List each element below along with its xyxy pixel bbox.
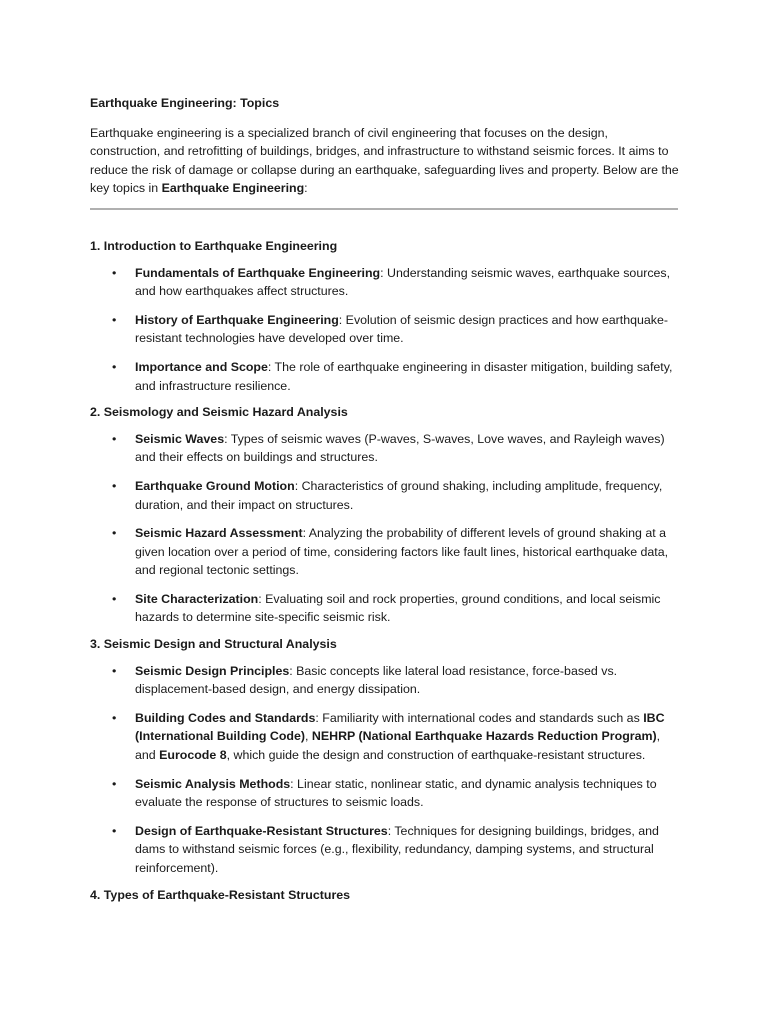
list-item bbox=[90, 775, 680, 812]
list-item-tail: , which guide the design and construction of earthquake-resistant structures. bbox=[226, 748, 646, 763]
document-page bbox=[90, 94, 680, 904]
list-item-desc: : Characteristics of ground shaking, including amplitude, frequency, duration, and their impact on structures. bbox=[135, 478, 663, 512]
list-item-desc: : Analyzing the probability of different levels of ground shaking at a given location over a period of time, considering factors like fault lines, historical earthquake data, and regional tectonic settings. bbox=[135, 526, 669, 578]
bullet-icon: • bbox=[112, 591, 117, 606]
list-item-term: Seismic Design Principles bbox=[135, 663, 290, 678]
list-item-term: Seismic Waves bbox=[135, 431, 225, 446]
intro-text: Earthquake engineering is a specialized branch of civil engineering that focuses on the design, construction, and retrofitting of buildings, bridges, and infrastructure to withstand seismic forces. It aims to reduce the risk of damage or collapse during an earthquake, safeguarding lives and property. Below are the key topics in bbox=[90, 125, 679, 196]
list-item bbox=[90, 709, 680, 765]
list-item-desc: : Types of seismic waves (P-waves, S-waves, Love waves, and Rayleigh waves) and their effects on buildings and structures. bbox=[135, 431, 665, 465]
bullet-icon: • bbox=[112, 526, 117, 541]
list-item bbox=[90, 662, 680, 699]
document-title: Earthquake Engineering: Topics bbox=[90, 96, 280, 110]
list-item-term: Design of Earthquake-Resistant Structures bbox=[135, 823, 388, 838]
section-heading-seismic-design: 3. Seismic Design and Structural Analysis bbox=[90, 637, 337, 652]
code-ibc: IBC (International Building Code) bbox=[135, 710, 665, 744]
bullet-icon: • bbox=[112, 265, 117, 280]
bullet-icon: • bbox=[112, 776, 117, 791]
bullet-icon: • bbox=[112, 431, 117, 446]
intro-paragraph bbox=[90, 124, 680, 198]
list-item bbox=[90, 430, 680, 467]
list-item-desc: : The role of earthquake engineering in disaster mitigation, building safety, and infrastructure resilience. bbox=[135, 359, 673, 393]
list-item bbox=[90, 311, 680, 348]
list-item-term: Fundamentals of Earthquake Engineering bbox=[135, 265, 381, 280]
separator-text: , and bbox=[135, 729, 661, 763]
separator-text: , bbox=[305, 729, 312, 744]
bullet-icon: • bbox=[112, 478, 117, 493]
bullet-icon: • bbox=[112, 359, 117, 374]
list-item-desc: : Understanding seismic waves, earthquake sources, and how earthquakes affect structures. bbox=[135, 265, 671, 299]
list-item-term: Seismic Analysis Methods bbox=[135, 776, 291, 791]
list-item-term: Importance and Scope bbox=[135, 359, 268, 374]
bullet-icon: • bbox=[112, 710, 117, 725]
intro-bold-term: Earthquake Engineering bbox=[161, 181, 305, 196]
list-item-term: Seismic Hazard Assessment bbox=[135, 526, 303, 541]
list-item bbox=[90, 264, 680, 301]
list-item bbox=[90, 358, 680, 395]
bullet-icon: • bbox=[112, 823, 117, 838]
list-item-desc: : Familiarity with international codes and standards such as bbox=[315, 710, 644, 725]
list-item-term: Site Characterization bbox=[135, 591, 259, 606]
list-item-term: Building Codes and Standards bbox=[135, 710, 316, 725]
list-item bbox=[90, 822, 680, 878]
horizontal-divider bbox=[90, 208, 678, 210]
bullet-icon: • bbox=[112, 312, 117, 327]
section-heading-structure-types: 4. Types of Earthquake-Resistant Structures bbox=[90, 887, 351, 902]
list-item-desc: : Techniques for designing buildings, bridges, and dams to withstand seismic forces (e.g., flexibility, redundancy, damping systems, and structural reinforcement). bbox=[135, 823, 659, 875]
list-item-desc: : Linear static, nonlinear static, and dynamic analysis techniques to evaluate the response of structures to seismic loads. bbox=[135, 776, 657, 810]
list-item bbox=[90, 477, 680, 514]
list-item-term: History of Earthquake Engineering bbox=[135, 312, 339, 327]
intro-text-end: : bbox=[304, 181, 308, 196]
list-item-desc: : Evaluating soil and rock properties, ground conditions, and local seismic hazards to determine site-specific seismic risk. bbox=[135, 591, 661, 625]
list-item-desc: : Basic concepts like lateral load resistance, force-based vs. displacement-based design, and energy dissipation. bbox=[135, 663, 618, 697]
bullet-icon: • bbox=[112, 663, 117, 678]
section-list-introduction bbox=[90, 264, 680, 396]
list-item bbox=[90, 590, 680, 627]
list-item bbox=[90, 524, 680, 580]
code-nehrp: NEHRP (National Earthquake Hazards Reduction Program) bbox=[311, 729, 657, 744]
section-list-seismic-design bbox=[90, 662, 680, 878]
section-heading-seismology: 2. Seismology and Seismic Hazard Analysis bbox=[90, 405, 348, 420]
code-eurocode-8: Eurocode 8 bbox=[159, 748, 227, 763]
list-item-term: Earthquake Ground Motion bbox=[135, 478, 295, 493]
section-heading-introduction: 1. Introduction to Earthquake Engineering bbox=[90, 238, 338, 253]
section-list-seismology bbox=[90, 430, 680, 627]
list-item-desc: : Evolution of seismic design practices and how earthquake-resistant technologies have developed over time. bbox=[135, 312, 669, 346]
